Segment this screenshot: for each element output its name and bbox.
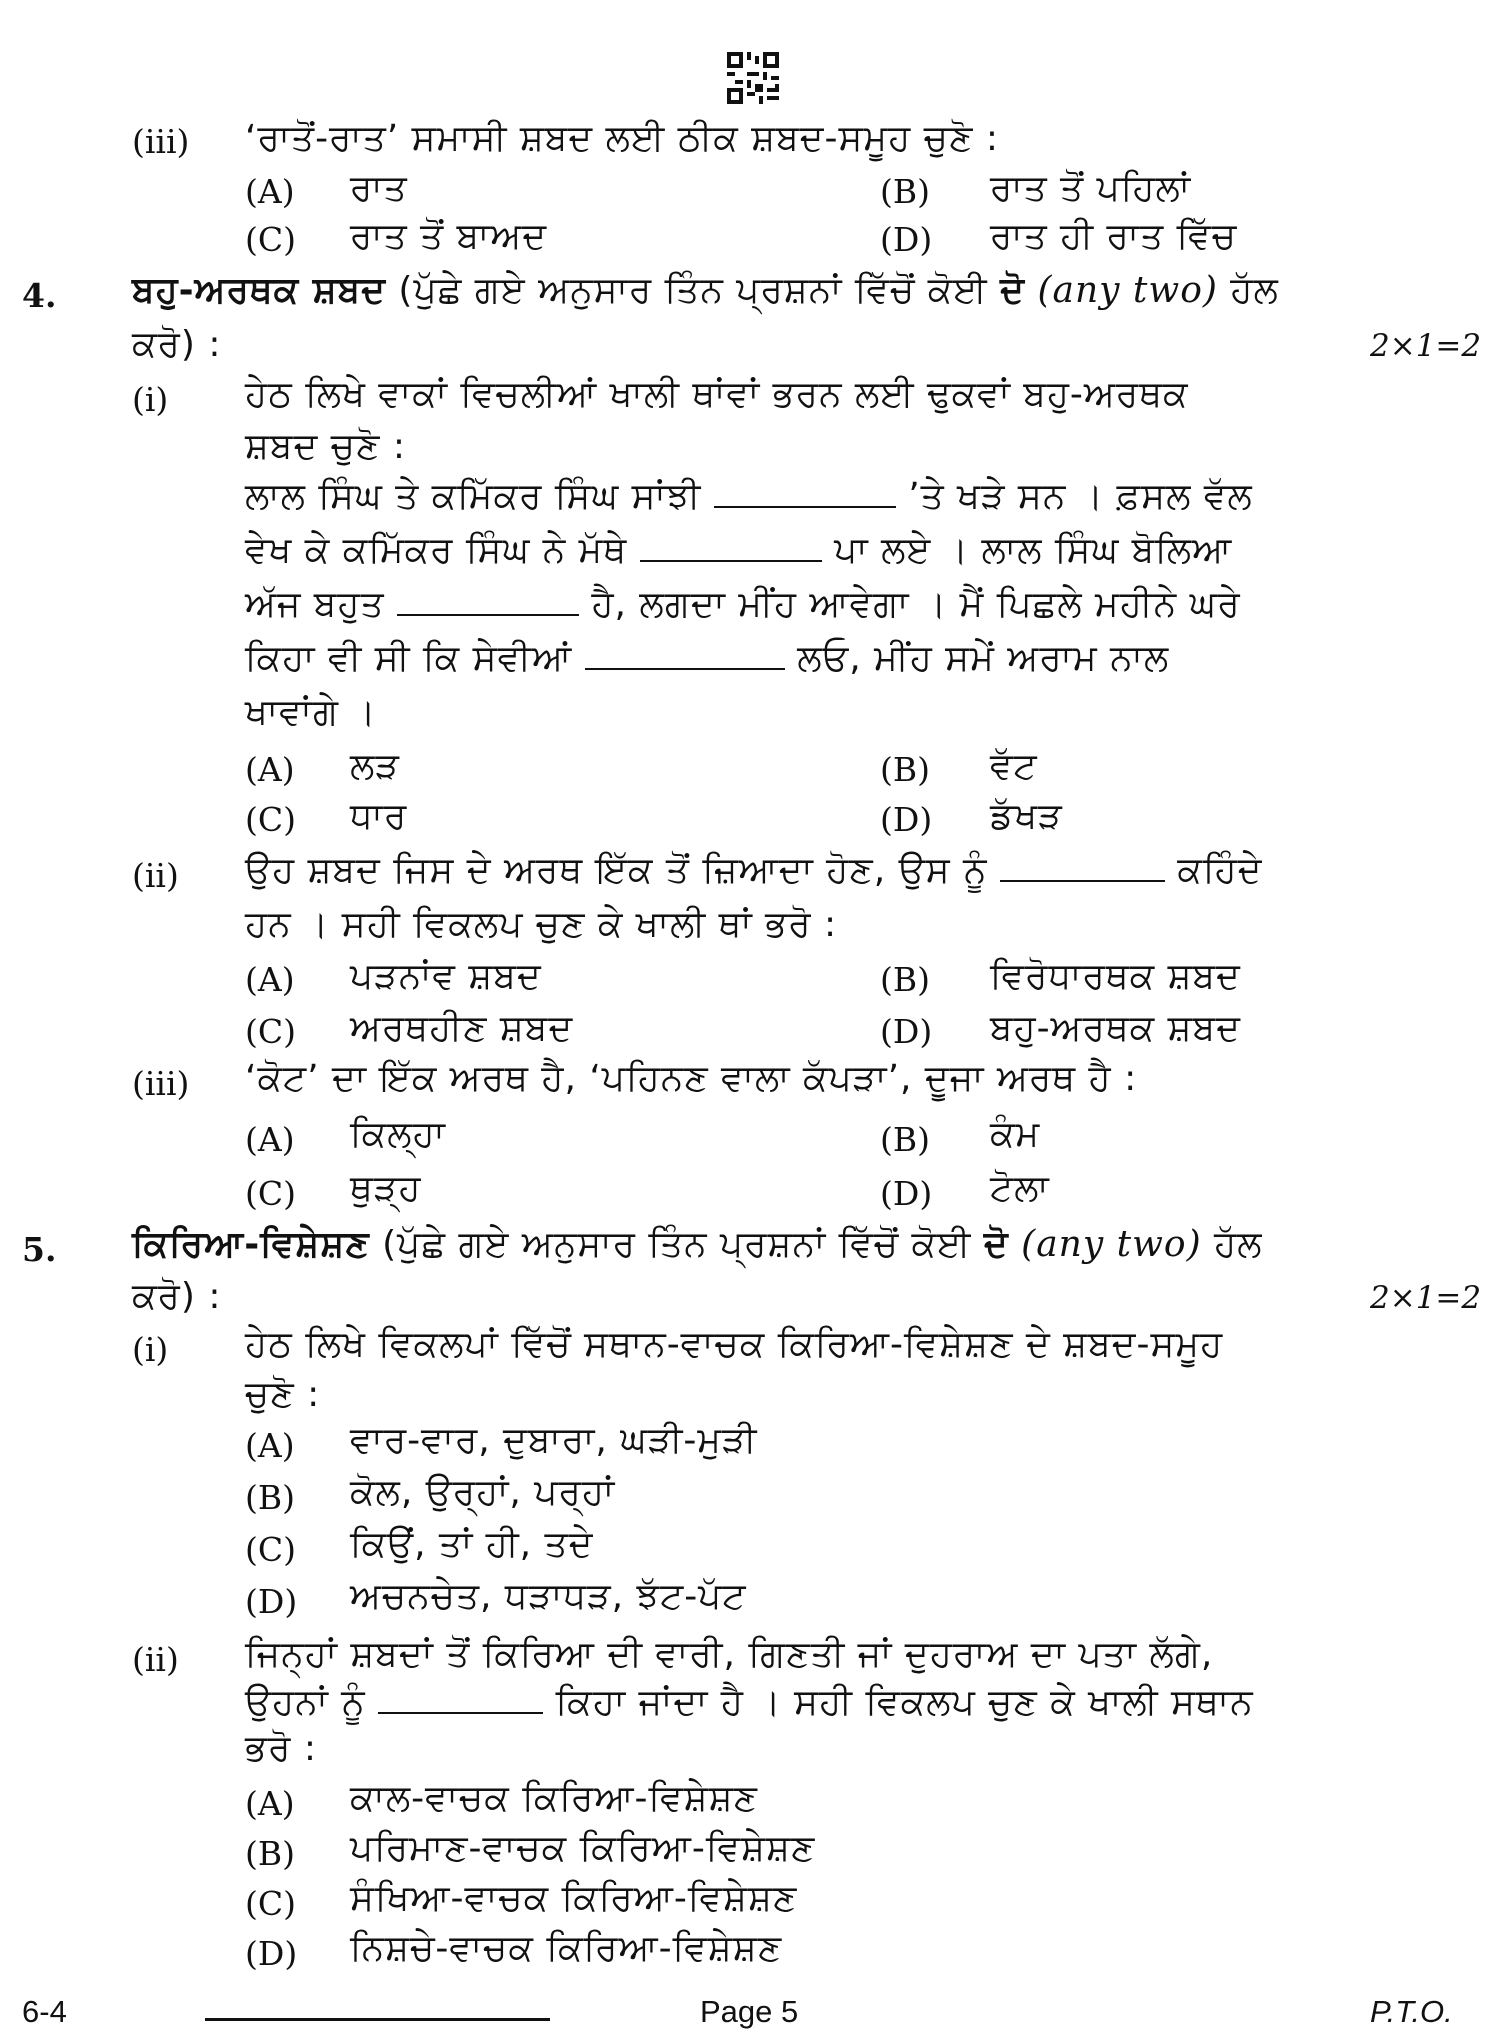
paper-code: 6-4 (22, 1994, 67, 2029)
option-text: ਵਿਰੋਧਾਰਥਕ ਸ਼ਬਦ (990, 956, 1241, 997)
question-text: ਚੁਣੋ : (245, 1374, 321, 1415)
option-text: ਕੋਲ, ਉਰ੍ਹਾਂ, ਪਰ੍ਹਾਂ (350, 1472, 616, 1513)
heading-instruction: (ਪੁੱਛੇ ਗਏ ਅਨੁਸਾਰ ਤਿੰਨ ਪ੍ਰਸ਼ਨਾਂ ਵਿੱਚੋਂ ਕੋਈ (385, 270, 1001, 311)
heading-any-two: (any two) (1025, 270, 1218, 311)
question-text: ਹੇਠ ਲਿਖੇ ਵਿਕਲਪਾਂ ਵਿੱਚੋਂ ਸਥਾਨ-ਵਾਚਕ ਕਿਰਿਆ-ਵਿਸ਼ੇਸ਼ਣ ਦੇ ਸ਼ਬਦ-ਸਮੂਹ (245, 1324, 1224, 1365)
passage-text: ’ਤੇ ਖੜੇ ਸਨ । ਫ਼ਸਲ ਵੱਲ (908, 476, 1253, 517)
option-label: (C) (245, 800, 296, 839)
question-text-part: ਉਹਨਾਂ ਨੂੰ (245, 1682, 366, 1723)
page-number: Page 5 (700, 1994, 799, 2029)
option-text: ਡੱਖੜ (990, 796, 1063, 837)
blank-line (378, 1684, 543, 1714)
subquestion-number: (iii) (132, 122, 190, 161)
blank-line (640, 532, 822, 562)
blank-line (1000, 852, 1165, 882)
heading-two: ਦੋ (1000, 270, 1025, 311)
option-label: (C) (245, 220, 296, 259)
option-text: ਥੁੜ੍ਹ (350, 1168, 422, 1209)
option-label: (A) (245, 960, 295, 999)
heading-topic: ਕਿਰਿਆ-ਵਿਸ਼ੇਸ਼ਣ (132, 1224, 370, 1265)
question-heading-line2: ਕਰੋ) : (132, 324, 222, 365)
option-label: (D) (880, 220, 933, 259)
question-text: ਭਰੋ : (245, 1728, 317, 1769)
option-label: (C) (245, 1174, 296, 1213)
blank-line (585, 640, 785, 670)
marks: 2×1=2 (1370, 328, 1482, 364)
option-text: ਕਿਉਂ, ਤਾਂ ਹੀ, ਤਦੇ (350, 1524, 594, 1565)
heading-topic: ਬਹੁ-ਅਰਥਕ ਸ਼ਬਦ (132, 270, 386, 311)
option-text: ਰਾਤ ਤੋਂ ਪਹਿਲਾਂ (990, 168, 1192, 209)
option-text: ਰਾਤ ਤੋਂ ਬਾਅਦ (350, 216, 548, 257)
option-text: ਰਾਤ ਹੀ ਰਾਤ ਵਿੱਚ (990, 216, 1237, 257)
option-label: (B) (880, 1120, 930, 1159)
question-text: ਜਿਨ੍ਹਾਂ ਸ਼ਬਦਾਂ ਤੋਂ ਕਿਰਿਆ ਦੀ ਵਾਰੀ, ਗਿਣਤੀ ਜਾਂ ਦੁਹਰਾਅ ਦਾ ਪਤਾ ਲੱਗੇ, (245, 1634, 1214, 1675)
option-label: (D) (880, 1012, 933, 1051)
option-label: (A) (245, 1120, 295, 1159)
question-text-part: ਕਿਹਾ ਜਾਂਦਾ ਹੈ । ਸਹੀ ਵਿਕਲਪ ਚੁਣ ਕੇ ਖਾਲੀ ਸਥਾਨ (555, 1682, 1254, 1723)
question-text (245, 1682, 1254, 1724)
passage-text: ਪਾ ਲਏ । ਲਾਲ ਸਿੰਘ ਬੋਲਿਆ (834, 530, 1233, 571)
passage-text: ਲਾਲ ਸਿੰਘ ਤੇ ਕਮਿੱਕਰ ਸਿੰਘ ਸਾਂਝੀ (245, 476, 702, 517)
question-text: ਹੇਠ ਲਿਖੇ ਵਾਕਾਂ ਵਿਚਲੀਆਂ ਖਾਲੀ ਥਾਂਵਾਂ ਭਰਨ ਲਈ ਢੁਕਵਾਂ ਬਹੁ-ਅਰਥਕ (245, 374, 1189, 415)
option-label: (B) (245, 1834, 295, 1873)
option-label: (A) (245, 750, 295, 789)
passage-text: ਵੇਖ ਕੇ ਕਮਿੱਕਰ ਸਿੰਘ ਨੇ ਮੱਥੇ (245, 530, 628, 571)
option-text: ਕਾਲ-ਵਾਚਕ ਕਿਰਿਆ-ਵਿਸ਼ੇਸ਼ਣ (350, 1778, 758, 1819)
option-text: ਅਚਨਚੇਤ, ਧੜਾਧੜ, ਝੱਟ-ਪੱਟ (350, 1576, 747, 1617)
option-text: ਕਿਲ੍ਹਾ (350, 1114, 446, 1155)
option-text: ਕੰਮ (990, 1114, 1041, 1155)
question-heading (132, 270, 1279, 312)
option-text: ਧਾਰ (350, 796, 408, 837)
option-label: (D) (245, 1934, 298, 1973)
passage-line (245, 584, 1241, 626)
passage-text: ਅੱਜ ਬਹੁਤ (245, 584, 385, 625)
passage-text: ਕਿਹਾ ਵੀ ਸੀ ਕਿ ਸੇਵੀਆਂ (245, 638, 573, 679)
subquestion-number: (ii) (132, 856, 179, 895)
option-text: ਰਾਤ (350, 168, 408, 209)
footer-divider (205, 2018, 550, 2021)
option-text: ਅਰਥਹੀਣ ਸ਼ਬਦ (350, 1008, 574, 1049)
question-number: 4. (22, 276, 57, 315)
question-text-part: ਕਹਿੰਦੇ (1177, 850, 1263, 891)
option-label: (A) (245, 1784, 295, 1823)
option-text: ਪਰਿਮਾਣ-ਵਾਚਕ ਕਿਰਿਆ-ਵਿਸ਼ੇਸ਼ਣ (350, 1828, 816, 1869)
option-text: ਸੰਖਿਆ-ਵਾਚਕ ਕਿਰਿਆ-ਵਿਸ਼ੇਸ਼ਣ (350, 1878, 798, 1919)
blank-line (714, 478, 896, 508)
blank-line (397, 586, 579, 616)
option-label: (D) (880, 1174, 933, 1213)
option-label: (C) (245, 1012, 296, 1051)
subquestion-number: (iii) (132, 1064, 190, 1103)
option-text: ਬਹੁ-ਅਰਥਕ ਸ਼ਬਦ (990, 1008, 1241, 1049)
question-text: ਹਨ । ਸਹੀ ਵਿਕਲਪ ਚੁਣ ਕੇ ਖਾਲੀ ਥਾਂ ਭਰੋ : (245, 904, 838, 945)
passage-text: ਹੈ, ਲਗਦਾ ਮੀਂਹ ਆਵੇਗਾ । ਮੈਂ ਪਿਛਲੇ ਮਹੀਨੇ ਘਰੇ (591, 584, 1241, 625)
option-text: ਨਿਸ਼ਚੇ-ਵਾਚਕ ਕਿਰਿਆ-ਵਿਸ਼ੇਸ਼ਣ (350, 1928, 783, 1969)
option-text: ਵਾਰ-ਵਾਰ, ਦੁਬਾਰਾ, ਘੜੀ-ਮੁੜੀ (350, 1420, 758, 1461)
question-text (245, 850, 1262, 892)
question-text: ‘ਕੋਟ’ ਦਾ ਇੱਕ ਅਰਥ ਹੈ, ‘ਪਹਿਨਣ ਵਾਲਾ ਕੱਪੜਾ’, ਦੂਜਾ ਅਰਥ ਹੈ : (245, 1058, 1138, 1099)
passage-line: ਖਾਵਾਂਗੇ । (245, 692, 377, 733)
option-label: (B) (880, 960, 930, 999)
option-label: (D) (880, 800, 933, 839)
passage-line (245, 476, 1253, 518)
option-label: (A) (245, 1426, 295, 1465)
passage-text: ਲਓ, ਮੀਂਹ ਸਮੇਂ ਅਰਾਮ ਨਾਲ (797, 638, 1170, 679)
heading-solve: ਹੱਲ (1217, 270, 1279, 311)
question-number: 5. (22, 1230, 57, 1269)
option-text: ਵੱਟ (990, 746, 1038, 787)
qr-code-icon (727, 52, 779, 104)
passage-line (245, 530, 1232, 572)
question-text-part: ਉਹ ਸ਼ਬਦ ਜਿਸ ਦੇ ਅਰਥ ਇੱਕ ਤੋਂ ਜ਼ਿਆਦਾ ਹੋਣ, ਉਸ ਨੂੰ (245, 850, 988, 891)
subquestion-number: (ii) (132, 1640, 179, 1679)
option-label: (C) (245, 1530, 296, 1569)
option-label: (B) (880, 750, 930, 789)
subquestion-number: (i) (132, 380, 169, 419)
heading-any-two: (any two) (1008, 1224, 1202, 1265)
option-label: (B) (245, 1478, 295, 1517)
question-heading-line2: ਕਰੋ) : (132, 1276, 222, 1317)
marks: 2×1=2 (1370, 1280, 1482, 1316)
heading-two: ਦੋ (983, 1224, 1009, 1265)
passage-line (245, 638, 1169, 680)
heading-instruction: (ਪੁੱਛੇ ਗਏ ਅਨੁਸਾਰ ਤਿੰਨ ਪ੍ਰਸ਼ਨਾਂ ਵਿੱਚੋਂ ਕੋਈ (369, 1224, 984, 1265)
question-text: ਸ਼ਬਦ ਚੁਣੋ : (245, 426, 406, 467)
subquestion-number: (i) (132, 1330, 169, 1369)
pto-label: P.T.O. (1370, 1994, 1453, 2029)
option-text: ਲੜ (350, 746, 400, 787)
option-label: (C) (245, 1884, 296, 1923)
question-text: ‘ਰਾਤੋਂ-ਰਾਤ’ ਸਮਾਸੀ ਸ਼ਬਦ ਲਈ ਠੀਕ ਸ਼ਬਦ-ਸਮੂਹ ਚੁਣੋ : (245, 118, 999, 159)
option-label: (D) (245, 1582, 298, 1621)
option-text: ਟੋਲਾ (990, 1168, 1050, 1209)
heading-solve: ਹੱਲ (1201, 1224, 1263, 1265)
option-text: ਪੜਨਾਂਵ ਸ਼ਬਦ (350, 956, 542, 997)
option-label: (B) (880, 172, 930, 211)
option-label: (A) (245, 172, 295, 211)
question-heading (132, 1224, 1263, 1266)
